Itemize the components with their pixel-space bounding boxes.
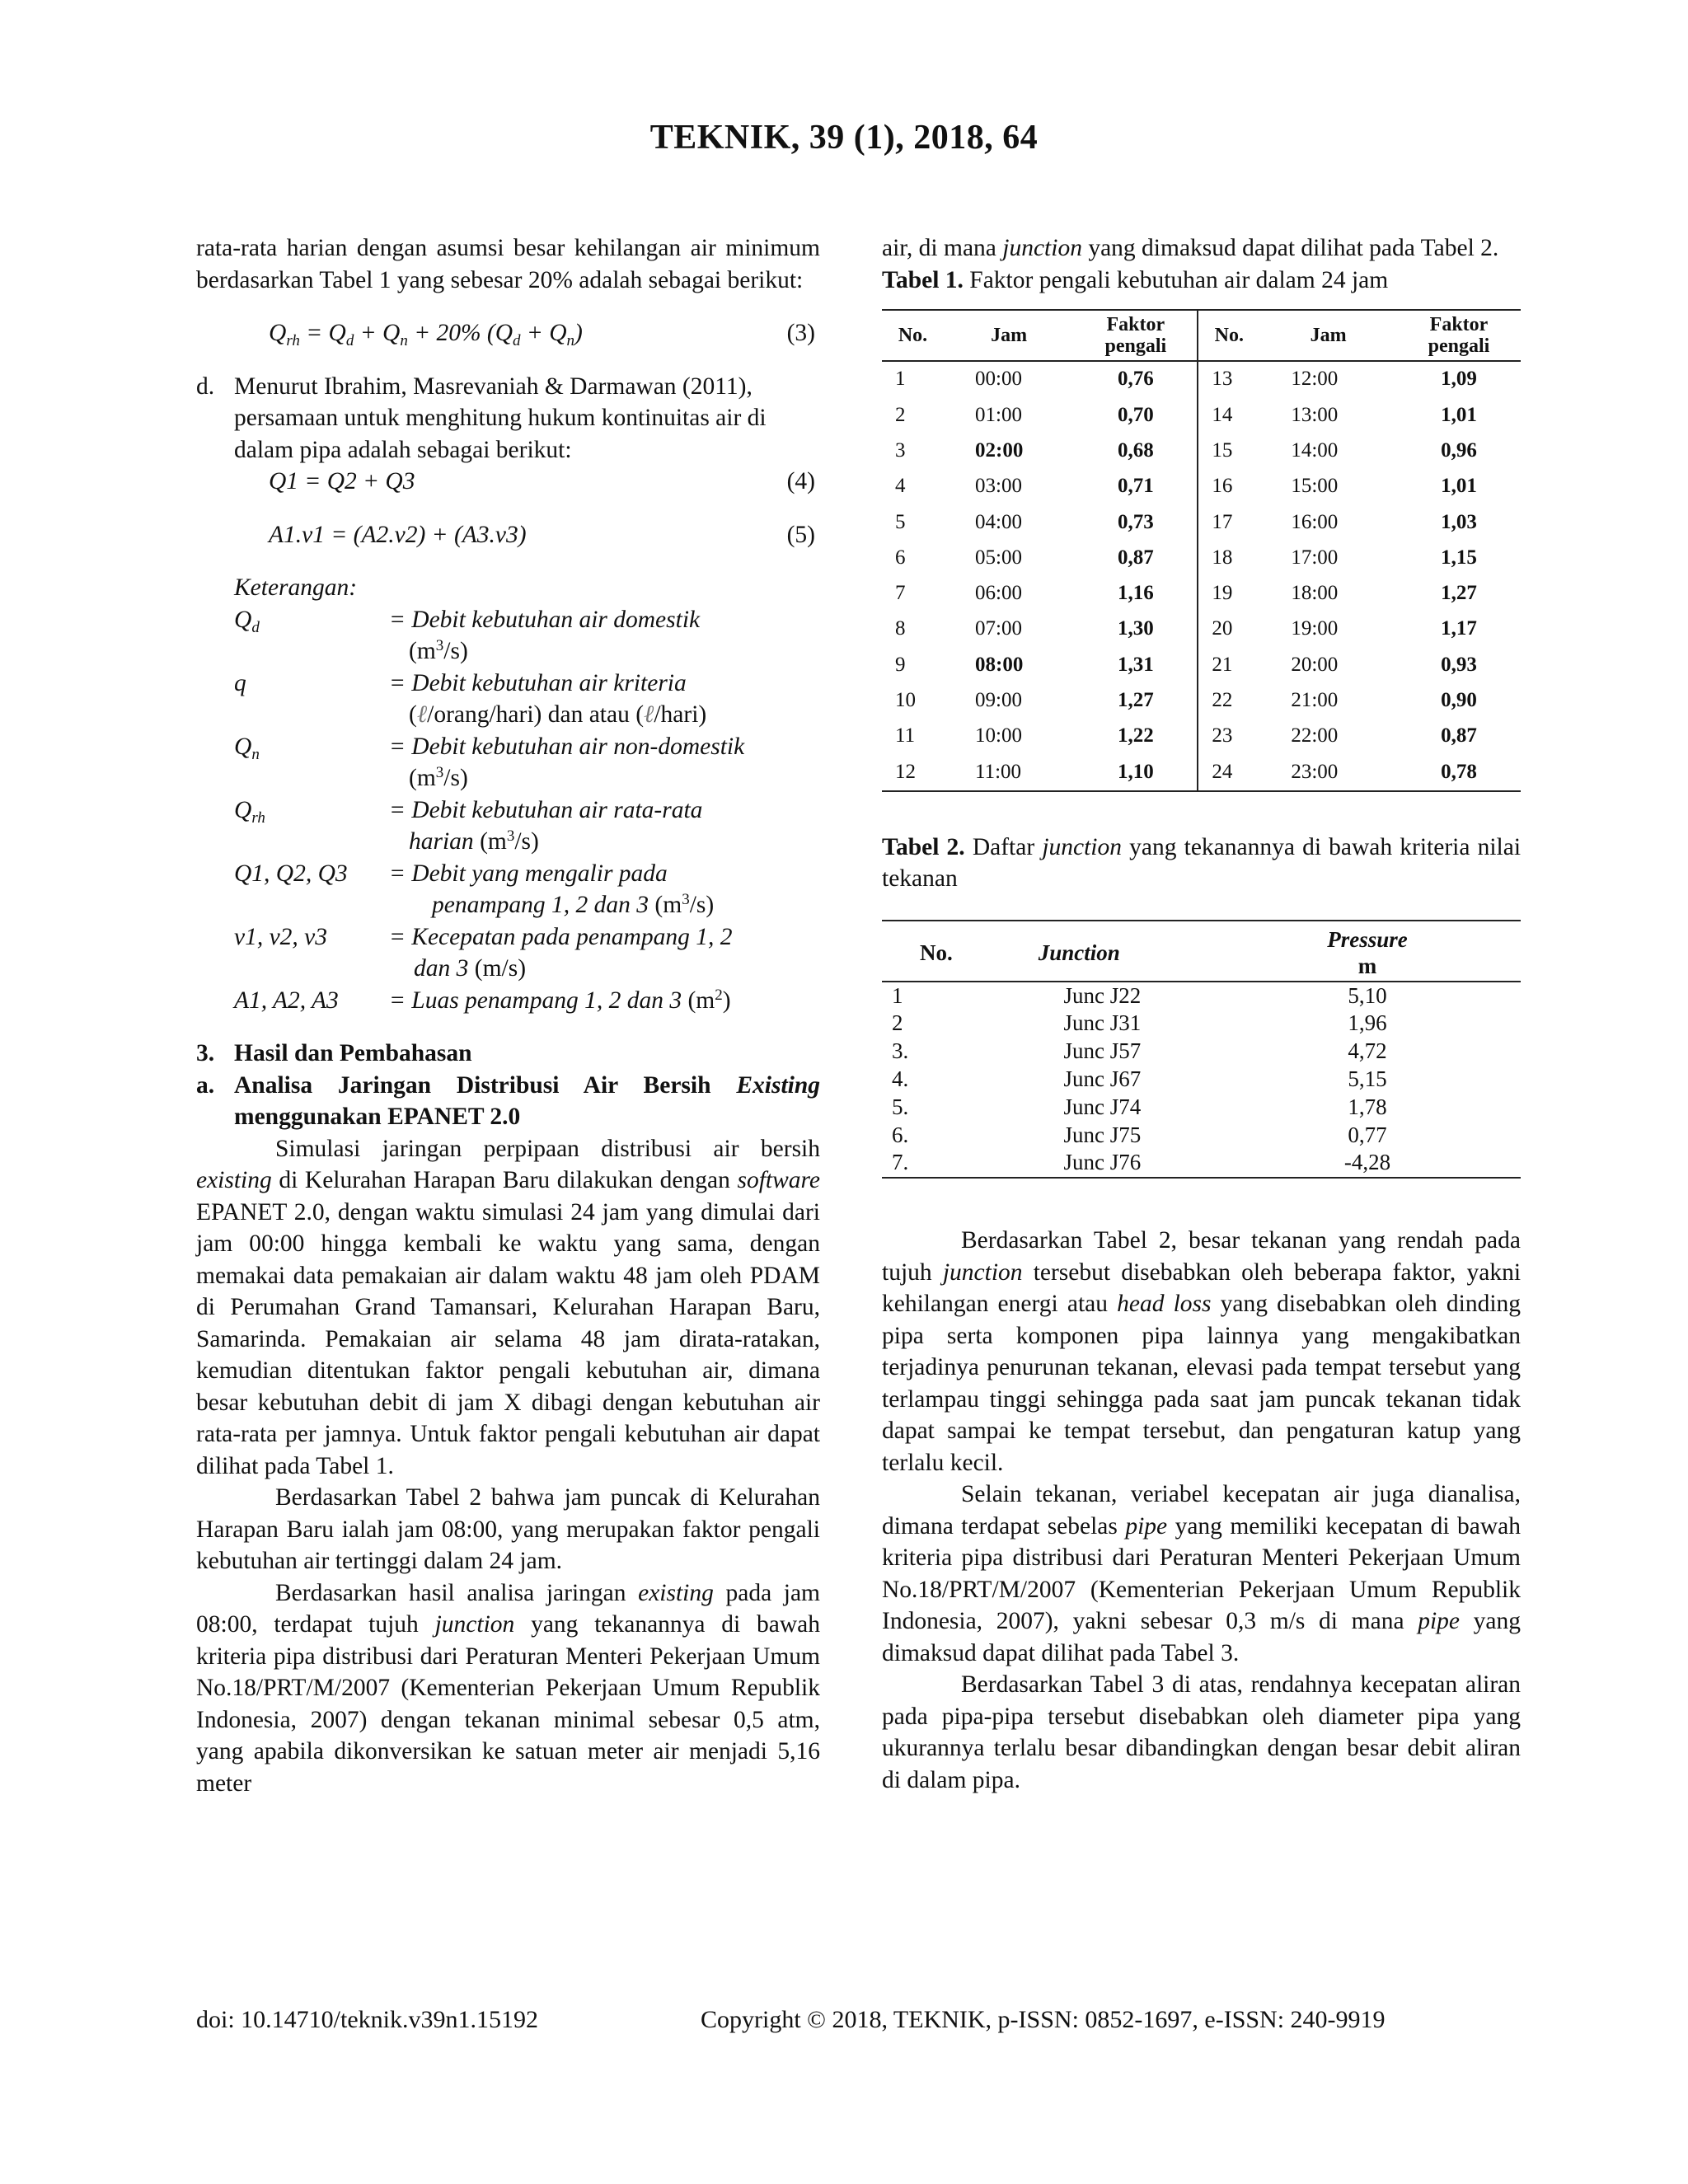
table-cell: 1,27	[1074, 683, 1198, 719]
table-cell: 10	[895, 689, 916, 712]
paragraph-tekanan: Berdasarkan Tabel 2, besar tekanan yang rendah pada tujuh junction tersebut disebabkan oleh beberapa faktor, yakni kehilangan energi atau head loss yang disebabkan oleh dinding pipa serta komponen pipa lainnya yang mengakibatkan terjadinya penurunan tekanan, elevasi pada tempat tersebut yang terlampau tinggi sehingga pada saat jam puncak tekanan tidak dapat sampai ke tempat tersebut, dan pengaturan katup yang terlalu kecil.	[882, 1227, 1522, 1476]
table-cell: 4,72	[1348, 1038, 1387, 1064]
table-row	[882, 361, 1521, 397]
section-3-heading: 3. Hasil dan Pembahasan	[196, 1040, 472, 1066]
table-cell: 10:00	[975, 724, 1022, 748]
table-cell: 16	[1212, 475, 1233, 498]
table-cell: 12:00	[1291, 368, 1339, 391]
table-1	[882, 309, 1521, 792]
table-row	[882, 540, 1521, 575]
equation-5-number: (5)	[786, 521, 815, 548]
subsection-a-heading: a. Analisa Jaringan Distribusi Air Bersih Existing menggunakan EPANET 2.0	[196, 1071, 820, 1130]
table-cell: 09:00	[975, 689, 1022, 712]
table-cell: 23	[1212, 724, 1233, 748]
table-cell: 0,96	[1441, 438, 1477, 462]
table-header-row: No. Junction Pressure m	[882, 921, 1521, 982]
table-cell: -4,28	[1214, 1149, 1521, 1178]
table-row	[882, 1094, 1521, 1122]
table-cell: 1,22	[1074, 719, 1198, 754]
table-cell: 06:00	[975, 582, 1022, 605]
table-cell: 5.	[892, 1094, 909, 1119]
paragraph-simulasi: Simulasi jaringan perpipaan distribusi air bersih existing di Kelurahan Harapan Baru dilakukan dengan software EPANET 2.0, dengan waktu simulasi 24 jam yang dimulai dari jam 00:00 hingga kembali ke waktu yang sama, dengan memakai data pemakaian air dalam waktu 48 jam oleh PDAM di Perumahan Grand Tamansari, Kelurahan Harapan Baru, Samarinda. Pemakaian air selama 48 jam dirata-ratakan, kemudian ditentukan faktor pengali kebutuhan air, dimana besar kebutuhan debit di jam X dibagi dengan kebutuhan air rata-rata per jamnya. Untuk faktor pengali kebutuhan air dapat dilihat pada Tabel 1.	[196, 1135, 820, 1479]
table-cell: 5,15	[1348, 1066, 1387, 1091]
table-cell: 0,90	[1441, 689, 1477, 712]
table-cell: 13	[1212, 368, 1233, 391]
table-cell: 20	[1212, 617, 1233, 640]
table-cell: 0,87	[1074, 540, 1198, 575]
paragraph-continuation: air, di mana junction yang dimaksud dapat dilihat pada Tabel 2.	[882, 235, 1499, 261]
table-cell: 6	[895, 546, 906, 569]
table-cell: 21:00	[1291, 689, 1339, 712]
table-cell: 0,78	[1397, 754, 1521, 790]
table-cell: 12	[882, 754, 944, 790]
table-cell: 0,93	[1441, 653, 1477, 676]
table-cell: 23:00	[1259, 754, 1397, 790]
table-cell: 1,01	[1441, 403, 1477, 426]
def-symbol: $Q_{rh}$	[234, 796, 265, 827]
table-cell: 0,76	[1074, 361, 1198, 397]
table-row	[882, 576, 1521, 612]
table-cell: 16:00	[1291, 510, 1339, 533]
table-cell: 2	[895, 403, 906, 426]
table-row	[882, 1122, 1521, 1150]
def-symbol: $Q_n$	[234, 733, 260, 763]
table-cell: 13:00	[1291, 403, 1339, 426]
table-cell: 19	[1212, 582, 1233, 605]
table-cell: 17:00	[1291, 546, 1339, 569]
table-cell: 6.	[892, 1122, 909, 1147]
table-cell: 1,09	[1441, 368, 1477, 391]
def-symbol: Q1, Q2, Q3	[234, 860, 348, 887]
table-cell: 14	[1212, 403, 1233, 426]
table-cell: Junc J67	[1063, 1066, 1142, 1091]
table-cell: 1,30	[1074, 612, 1198, 647]
table-cell: 21	[1212, 653, 1233, 676]
table-row	[882, 397, 1521, 433]
table-cell: 2	[892, 1010, 903, 1036]
list-item-d-text: Menurut Ibrahim, Masrevaniah & Darmawan (2011), persamaan untuk menghitung hukum kontinuitas air di dalam pipa adalah sebagai berikut:	[234, 373, 767, 463]
table-cell: 22:00	[1291, 724, 1339, 748]
def-qd	[196, 604, 820, 668]
table-row	[882, 982, 1521, 1010]
table-cell: 1	[892, 982, 903, 1008]
table-cell: 07:00	[975, 617, 1022, 640]
table-cell: Junc J76	[991, 1149, 1214, 1178]
table-cell: 15:00	[1291, 475, 1339, 498]
table-cell: 08:00	[975, 653, 1024, 676]
table-cell: 0,71	[1074, 469, 1198, 504]
table-cell: 01:00	[975, 403, 1022, 426]
table-cell: 7.	[882, 1149, 991, 1178]
def-text: = Debit kebutuhan air rata-rata harian $(m^3/s)$	[389, 796, 703, 855]
def-text: = Luas penampang 1, 2 dan 3 $(m^2)$	[389, 986, 731, 1014]
table-cell: 0,77	[1348, 1122, 1387, 1147]
table-cell: 4	[895, 475, 906, 498]
page-header: TEKNIK, 39 (1), 2018, 64	[649, 119, 1039, 157]
table-cell: 9	[895, 653, 906, 676]
table-cell: 5,10	[1348, 982, 1387, 1008]
table-2-caption: Tabel 2. Daftar junction yang tekanannya di bawah kriteria nilai tekanan	[882, 833, 1522, 893]
table-cell: 00:00	[975, 368, 1022, 391]
equation-4-number: (4)	[786, 468, 815, 494]
table-cell: Junc J57	[1063, 1038, 1142, 1064]
table-cell: 18:00	[1291, 582, 1339, 605]
table-cell: 19:00	[1291, 617, 1339, 640]
table-cell: 5	[895, 510, 906, 533]
table-cell: 1,16	[1074, 576, 1198, 612]
table-cell: 4.	[892, 1066, 909, 1091]
equation-5-text: A1.v1 = (A2.v2) + (A3.v3)	[269, 521, 527, 548]
paragraph-kecepatan: Selain tekanan, veriabel kecepatan air juga dianalisa, dimana terdapat sebelas pipe yang memiliki kecepatan di bawah kriteria pipa distribusi dari Peraturan Menteri Pekerjaan Umum No.18/PRT/M/2007 (Kementerian Pekerjaan Umum Republik Indonesia, 2007), yakni sebesar 0,3 m/s di mana pipe yang dimaksud dapat dilihat pada Tabel 3.	[882, 1481, 1522, 1666]
table-cell: 0,73	[1074, 504, 1198, 540]
table-row	[882, 1066, 1521, 1094]
table-cell: 1,10	[1074, 754, 1198, 790]
equation-3-number: (3)	[786, 320, 815, 346]
def-v	[196, 921, 820, 985]
table-row	[882, 719, 1521, 754]
def-text: = Debit kebutuhan air non-domestik $(m^3/s)$	[389, 733, 745, 791]
table-cell: 0,87	[1441, 724, 1477, 748]
table-cell: 3	[895, 438, 906, 462]
right-column	[882, 232, 1521, 1796]
table-cell: 11	[895, 724, 916, 748]
table-cell: 17	[1212, 510, 1233, 533]
table-cell: 11:00	[944, 754, 1074, 790]
def-q	[196, 668, 820, 731]
table-cell: 1,03	[1441, 510, 1477, 533]
left-column	[196, 232, 820, 1799]
table-row	[882, 683, 1521, 719]
equation-5	[196, 519, 820, 551]
def-symbol: q	[234, 669, 246, 696]
def-text: = Debit kebutuhan air domestik $(m^3/s)$	[389, 606, 701, 664]
table-cell: 05:00	[975, 546, 1022, 569]
table-cell: 1,96	[1348, 1010, 1387, 1036]
table-cell: 04:00	[975, 510, 1022, 533]
table-row	[882, 1038, 1521, 1066]
table-cell: 1,78	[1348, 1094, 1387, 1119]
def-symbol: v1, v2, v3	[234, 923, 328, 950]
table-cell: 3.	[892, 1038, 909, 1064]
def-text: = Debit kebutuhan air kriteria (ℓ/orang/hari) dan atau (ℓ/hari)	[389, 669, 707, 728]
def-q123	[196, 858, 820, 921]
table-row	[882, 434, 1521, 469]
table-cell: 1	[895, 368, 906, 391]
table-cell: Junc J22	[1063, 982, 1142, 1008]
intro-paragraph: rata-rata harian dengan asumsi besar kehilangan air minimum berdasarkan Tabel 1 yang sebesar 20% adalah sebagai berikut:	[196, 235, 820, 293]
paragraph-analisa: Berdasarkan hasil analisa jaringan existing pada jam 08:00, terdapat tujuh junction yang tekanannya di bawah kriteria pipa distribusi dari Peraturan Menteri Pekerjaan Umum No.18/PRT/M/2007 (Kementerian Pekerjaan Umum Republik Indonesia, 2007) dengan tekanan minimal sebesar 0,5 atm, yang apabila dikonversikan ke satuan meter air menjadi 5,16 meter	[196, 1579, 821, 1797]
table-cell: Junc J75	[1063, 1122, 1142, 1147]
table-cell: 1,15	[1441, 546, 1477, 569]
footer-copyright: Copyright © 2018, TEKNIK, p-ISSN: 0852-1697, e-ISSN: 240-9919	[701, 2006, 1386, 2033]
table-cell: 0,68	[1074, 434, 1198, 469]
table-1-caption: Tabel 1. Faktor pengali kebutuhan air dalam 24 jam	[882, 266, 1389, 293]
table-row	[882, 504, 1521, 540]
table-header-row: No. Jam Faktor pengali No. Jam Faktor pengali	[882, 310, 1521, 361]
table-row	[882, 647, 1521, 682]
table-cell: 14:00	[1291, 438, 1339, 462]
table-cell: 22	[1212, 689, 1233, 712]
table-row	[882, 469, 1521, 504]
table-cell: 15	[1212, 438, 1233, 462]
equation-4-text: Q1 = Q2 + Q3	[269, 468, 415, 494]
table-cell: 7	[895, 582, 906, 605]
table-cell: 1,27	[1441, 582, 1477, 605]
table-row	[882, 612, 1521, 647]
def-qn	[196, 731, 820, 794]
table-cell: 20:00	[1291, 653, 1339, 676]
table-row	[882, 1149, 1521, 1178]
paragraph-tabel3: Berdasarkan Tabel 3 di atas, rendahnya kecepatan aliran pada pipa-pipa tersebut disebabkan oleh diameter pipa yang ukurannya terlalu besar dibandingkan dengan besar debit aliran di dalam pipa.	[882, 1671, 1521, 1793]
def-symbol: $Q_d$	[234, 606, 260, 636]
table-cell: 8	[895, 617, 906, 640]
table-cell: 03:00	[975, 475, 1022, 498]
list-marker: d.	[196, 373, 215, 400]
table-row	[882, 754, 1521, 790]
table-2	[882, 920, 1521, 1179]
table-cell: 02:00	[975, 438, 1024, 462]
def-text: = Kecepatan pada penampang 1, 2 dan 3 (m/s)	[389, 923, 733, 982]
def-a	[196, 985, 820, 1017]
def-qrh	[196, 794, 820, 858]
table-cell: 18	[1212, 546, 1233, 569]
keterangan-label: Keterangan:	[234, 574, 358, 601]
equation-4	[196, 466, 820, 498]
table-cell: 1,17	[1441, 617, 1477, 640]
def-symbol: A1, A2, A3	[234, 987, 339, 1014]
equation-3: $Q_{rh} = Q_d + Q_n + 20\%$ $(Q_d + Q_n)$ (3)	[196, 317, 820, 349]
list-item-d	[196, 371, 820, 466]
footer-doi: doi: 10.14710/teknik.v39n1.15192	[196, 2006, 538, 2033]
table-cell: 24	[1198, 754, 1259, 790]
table-cell: 1,01	[1441, 475, 1477, 498]
table-row	[882, 1010, 1521, 1038]
paragraph-jam-puncak: Berdasarkan Tabel 2 bahwa jam puncak di Kelurahan Harapan Baru ialah jam 08:00, yang merupakan faktor pengali kebutuhan air tertinggi dalam 24 jam.	[196, 1484, 820, 1574]
table-cell: Junc J74	[1063, 1094, 1142, 1119]
table-cell: 0,70	[1074, 397, 1198, 433]
def-text: = Debit yang mengalir pada penampang 1, 2 dan 3 $(m^3/s)$	[389, 860, 715, 918]
table-cell: 1,31	[1074, 647, 1198, 682]
table-cell: Junc J31	[1063, 1010, 1142, 1036]
